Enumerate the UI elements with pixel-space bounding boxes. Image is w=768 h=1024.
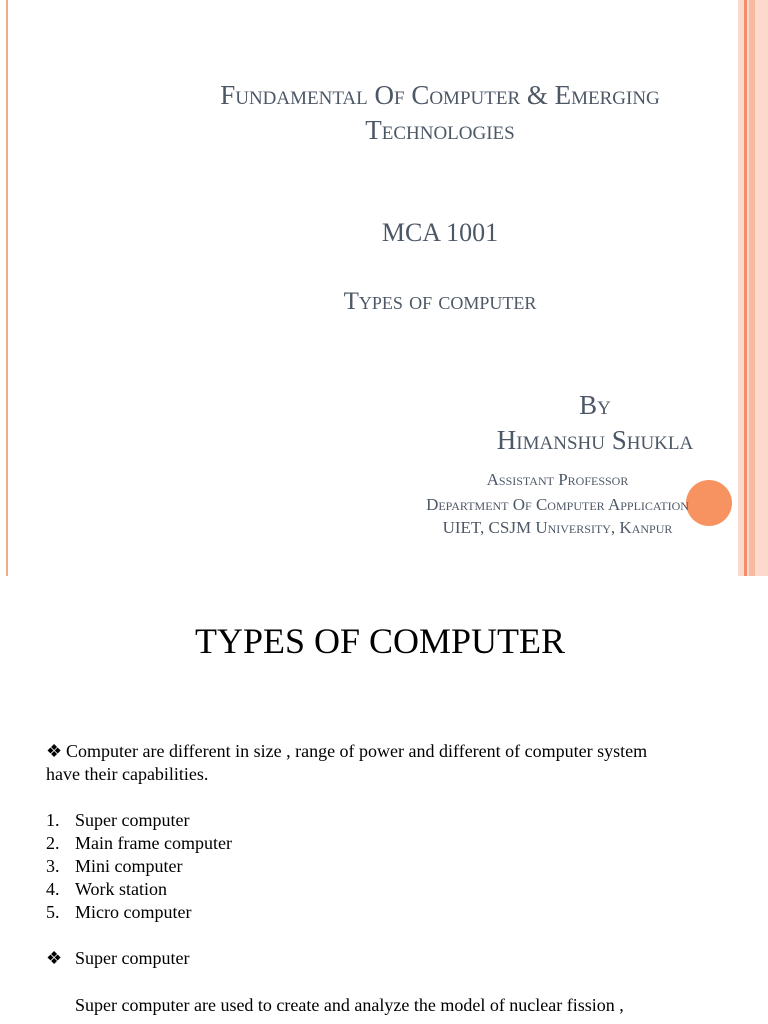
slide-heading: TYPES OF COMPUTER: [194, 621, 566, 661]
list-item: 2. Main frame computer: [46, 833, 232, 853]
author-department: Department Of Computer Application: [426, 495, 689, 514]
super-computer-paragraph: Super computer are used to create and analyze the model of nuclear fission ,: [75, 995, 624, 1015]
left-border-line: [6, 0, 8, 576]
intro-line-1: Computer are different in size , range of power and different of computer system: [66, 741, 648, 761]
slide-title: [150, 78, 730, 148]
list-item: 5. Micro computer: [46, 902, 192, 922]
title-line-2: Technologies: [365, 115, 515, 145]
content-slide: [0, 576, 768, 1024]
computer-types-list: [46, 809, 232, 924]
author-role: Assistant Professor: [486, 470, 629, 489]
list-item: 1. Super computer: [46, 810, 190, 830]
title-line-1: Fundamental Of Computer & Emerging: [220, 80, 660, 110]
author-institution: UIET, CSJM University, Kanpur: [442, 518, 673, 537]
intro-line-2: have their capabilities.: [46, 764, 209, 784]
by-label: By: [579, 390, 611, 420]
course-code: MCA 1001: [381, 218, 499, 247]
intro-paragraph: [46, 740, 736, 786]
right-border-line: [749, 0, 755, 576]
author-name: Himanshu Shukla: [496, 425, 694, 455]
topic-subtitle: Types of computer: [343, 288, 537, 315]
list-item: 4. Work station: [46, 879, 168, 899]
diamond-bullet-icon: ❖: [46, 948, 63, 968]
super-computer-subheading: ❖ Super computer: [46, 948, 190, 968]
diamond-bullet-icon: ❖: [46, 741, 63, 761]
right-border-line: [744, 0, 747, 576]
list-item: 3. Mini computer: [46, 856, 183, 876]
